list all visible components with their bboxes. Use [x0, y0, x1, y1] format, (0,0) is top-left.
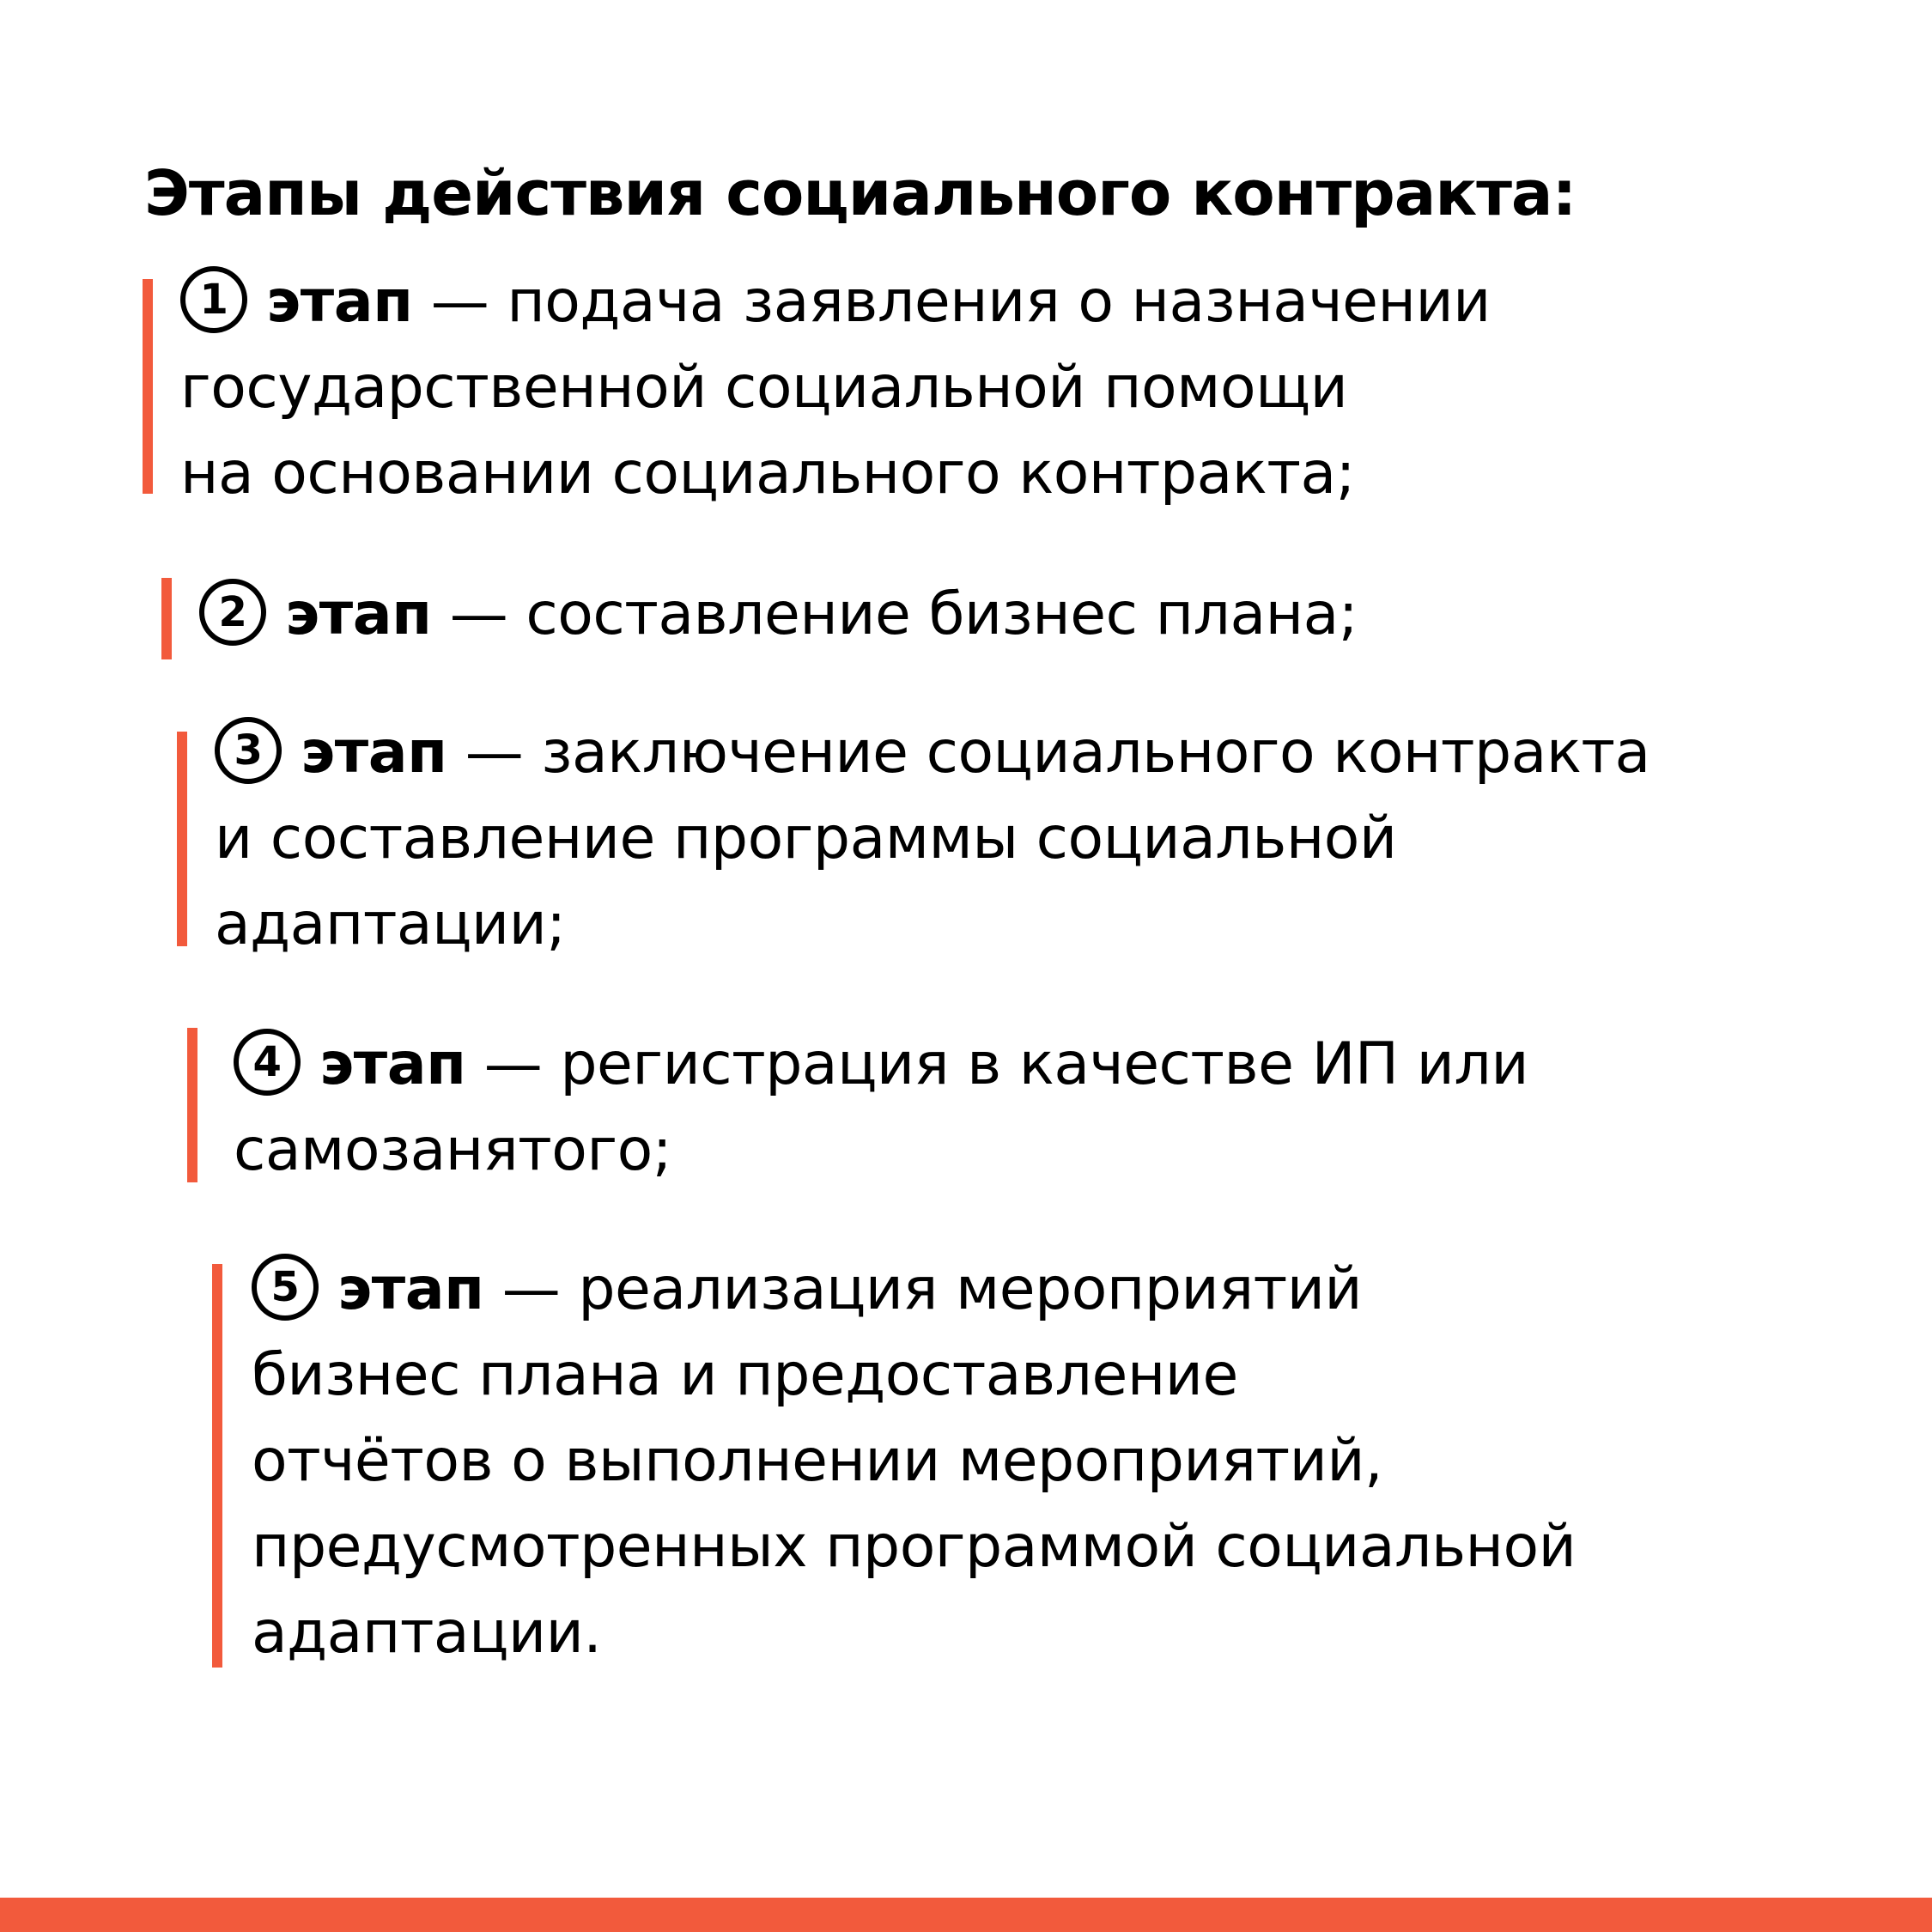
stage-dash: —	[501, 1255, 561, 1323]
stage-line: и составление программы социальной	[215, 805, 1397, 872]
stage-2-text	[199, 572, 1358, 658]
stage-line: адаптации;	[215, 890, 566, 958]
stage-description: регистрация в качестве ИП или	[560, 1030, 1529, 1098]
stage-label: этап	[319, 1030, 466, 1098]
stage-number-badge: 1	[180, 266, 247, 333]
stage-dash: —	[465, 719, 524, 787]
stage-label: этап	[301, 719, 447, 787]
stage-description: реализация мероприятий	[578, 1255, 1363, 1323]
footer-accent-bar	[0, 1898, 1932, 1932]
stage-line: предусмотренных программой социальной	[252, 1513, 1577, 1581]
stage-line: государственной социальной помощи	[180, 354, 1348, 422]
stage-label: этап	[285, 580, 432, 648]
stage-description: составление бизнес плана;	[526, 580, 1358, 648]
accent-bar	[177, 732, 187, 946]
stage-label: этап	[337, 1255, 484, 1323]
stage-line: самозанятого;	[234, 1116, 672, 1184]
stage-dash: —	[430, 268, 489, 336]
stage-number-badge: 4	[234, 1029, 301, 1096]
stage-number-badge: 5	[252, 1254, 319, 1321]
stage-5-text	[252, 1247, 1576, 1676]
stage-line	[252, 1247, 1576, 1333]
stage-number-badge: 2	[199, 579, 266, 646]
stage-line: адаптации.	[252, 1599, 602, 1667]
page-title: Этапы действия социального контракта:	[144, 157, 1577, 229]
stage-1-text	[180, 259, 1491, 517]
stage-line: на основании социального контракта;	[180, 440, 1356, 507]
stage-number-badge: 3	[215, 717, 282, 784]
stage-line	[199, 572, 1358, 658]
stage-line	[180, 259, 1491, 345]
accent-bar	[187, 1028, 197, 1182]
stage-description: заключение социального контракта	[541, 719, 1650, 787]
stage-line: бизнес плана и предоставление	[252, 1341, 1238, 1409]
accent-bar	[161, 578, 172, 659]
stage-label: этап	[266, 268, 413, 336]
stage-3-text	[215, 710, 1650, 968]
accent-bar	[212, 1264, 222, 1668]
stage-dash: —	[483, 1030, 543, 1098]
stage-line: отчётов о выполнении мероприятий,	[252, 1427, 1383, 1495]
stage-line	[234, 1022, 1528, 1108]
stage-4-text	[234, 1022, 1528, 1194]
accent-bar	[143, 279, 153, 494]
stage-line	[215, 710, 1650, 796]
stage-description: подача заявления о назначении	[507, 268, 1491, 336]
stage-dash: —	[449, 580, 508, 648]
